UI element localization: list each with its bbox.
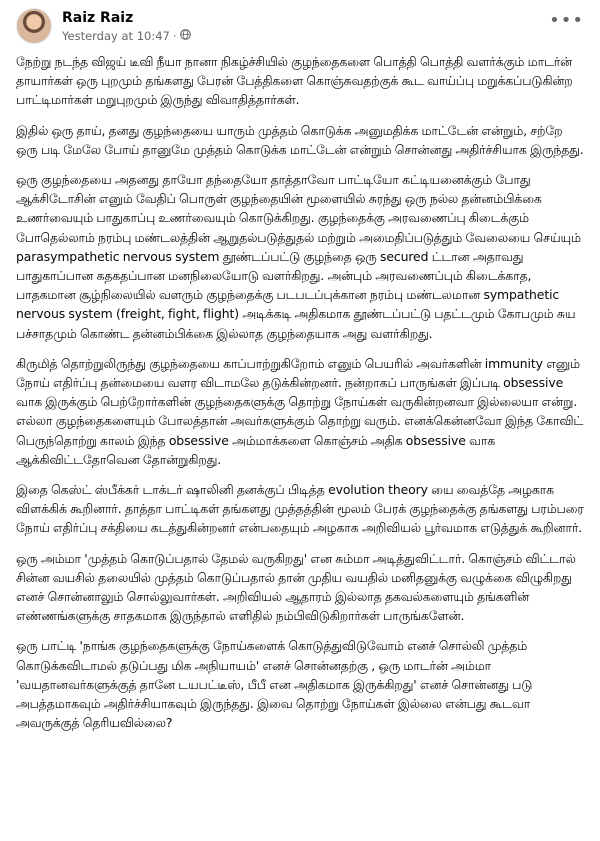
post-paragraph: கிருமித் தொற்றுலிருந்து குழந்தையை காப்பாற்றுகிறோம் எனும் பெயரில் அவர்களின் immunity எனும் நோய் எதிர்ப்பு தன்மையை வளர விடாமலே தடுக்கின்றனர். நன்றாகப் பாருங்கள் இப்படி obsessive வாக இருக்கும் பெற்றோர்களின் குழந்தைகளுக்கு தொற்று நோய்கள் வருகின்றனவா இல்லையா என்று. எல்லா குழந்தைகளையும் போலத்தான் அவர்களுக்கும் தொற்று வரும். எனக்கென்னவோ இந்த கோவிட் பெருந்தொற்று காலம் இந்த obsessive அம்மாக்களை கொஞ்சம் அதிக obsessive வாக ஆக்கிவிட்டதோவென தோன்றுகிறது. xyxy=(16,355,584,467)
post-header xyxy=(0,0,600,52)
post-meta: Yesterday at 10:47 · xyxy=(62,29,191,43)
post-body xyxy=(0,52,600,733)
more-options-icon[interactable]: ••• xyxy=(549,10,584,31)
post-paragraph: ஒரு அம்மா 'முத்தம் கொடுப்பதால் தேமல் வருகிறது' என சும்மா அடித்துவிட்டார். கொஞ்சம் விட்டால் சின்ன வயசில் தலையில் முத்தம் கொடுப்பதால் தான் முதிய வயதில் மனிதனுக்கு வழுக்கை விழுகிறது எனச் சொன்னாலும் சொல்லுவார்கள். அறிவியல் ஆதாரம் இல்லாத தகவல்களையும் தங்களின் எண்ணங்களுக்கு சாதகமாக இருந்தால் எளிதில் நம்பிவிடுகிறார்கள் பாருங்களேன். xyxy=(16,550,576,624)
avatar[interactable] xyxy=(16,8,52,44)
post-paragraph: ஒரு பாட்டி 'நாங்க குழந்தைகளுக்கு நோய்களைக் கொடுத்துவிடுவோம் எனச் சொல்லி முத்தம் கொடுக்கவிடாமல் தடுப்பது மிக அநியாயம்' எனச் சொன்னதற்கு , ஒரு மாடர்ன் அம்மா 'வயதானவர்களுக்குத் தானே டயபட்டீஸ், பீபீ என அதிகமாக இருக்கிறது' எனச் சொன்னது படு அபத்தமாகவும் அதிர்ச்சியாகவும் இருந்தது. இவை தொற்று நோய்கள் இல்லை என்பது கூடவா அவருக்குத் தெரியவில்லை? xyxy=(16,638,533,731)
post-paragraph: ஒரு குழந்தையை அதனது தாயோ தந்தையோ தாத்தாவோ பாட்டியோ கட்டியனைக்கும் போது ஆக்சிடோசின் எனும் வேதிப் பொருள் குழந்தையின் மூளையில் சுரந்து ஒரு நல்ல தன்னம்பிக்கை உணர்வையும் பாதுகாப்பு உணர்வையும் கொடுக்கிறது. குழந்தைக்கு அரவணைப்பு கிடைக்கும் போதெல்லாம் நரம்பு மண்டலத்தின் ஆறுதல்படுத்துதல் மற்றும் அமைதிப்படுத்தும் வேலையை செய்யும் parasympathetic nervous system தூண்டப்பட்டு குழந்தை ஒரு secured ட்டான அதாவது பாதுகாப்பான கதகதப்பான மனநிலையோடு வளர்கிறது. அன்பும் அரவணைப்பும் கிடைக்காத, பாதகமான சூழ்நிலையில் வளரும் குழந்தைக்கு படபடப்புக்கான நரம்பு மண்டலமான sympathetic nervous system (freight, fight, flight) அடிக்கடி அதிகமாக தூண்டப்பட்டு பதட்டமும் கோபமும் சுய பச்சாதமும் கொண்ட தன்னம்பிக்கை இல்லாத குழந்தையாக அது வளர்கிறது. xyxy=(16,172,581,341)
post-paragraph: இதில் ஒரு தாய், தனது குழந்தையை யாரும் முத்தம் கொடுக்க அனுமதிக்க மாட்டேன் என்றும், சற்றே ஒரு படி மேலே போய் தானுமே முத்தம் கொடுக்க மாட்டேன் என்றும் சொன்னது அதிர்ச்சியாக இருந்தது. xyxy=(16,122,584,157)
globe-icon xyxy=(180,29,191,43)
author-name[interactable]: Raiz Raiz xyxy=(62,10,134,26)
timestamp[interactable]: Yesterday at 10:47 xyxy=(62,29,170,43)
post-paragraph: நேற்று நடந்த விஜய் டீவி நீயா நானா நிகழ்ச்சியில் குழந்தைகளை பொத்தி பொத்தி வளர்க்கும் மாடர்ன் தாயார்கள் ஒரு புறமும் தங்களது பேரன் பேத்திகளை கொஞ்சுவதற்குக் கூட வாய்ப்பு மறுக்கப்படுகின்ற பாட்டிமார்கள் மறுபுறமும் இருந்து விவாதித்தார்கள். xyxy=(16,54,573,108)
post-paragraph: இதை கெஸ்ட் ஸ்பீக்கர் டாக்டர் ஷாலினி தனக்குப் பிடித்த evolution theory யை வைத்தே அழகாக விளக்கிக் கூறினார். தாத்தா பாட்டிகள் தங்களது முத்தத்தின் மூலம் பேரக் குழந்தைக்கு தங்களது பரம்பரை நோய் எதிர்ப்பு சக்தியை கடத்துகின்றனர் என்பதையும் அழகாக அறிவியல் பூர்வமாக எடுத்துக் கூறினார். xyxy=(16,482,584,536)
